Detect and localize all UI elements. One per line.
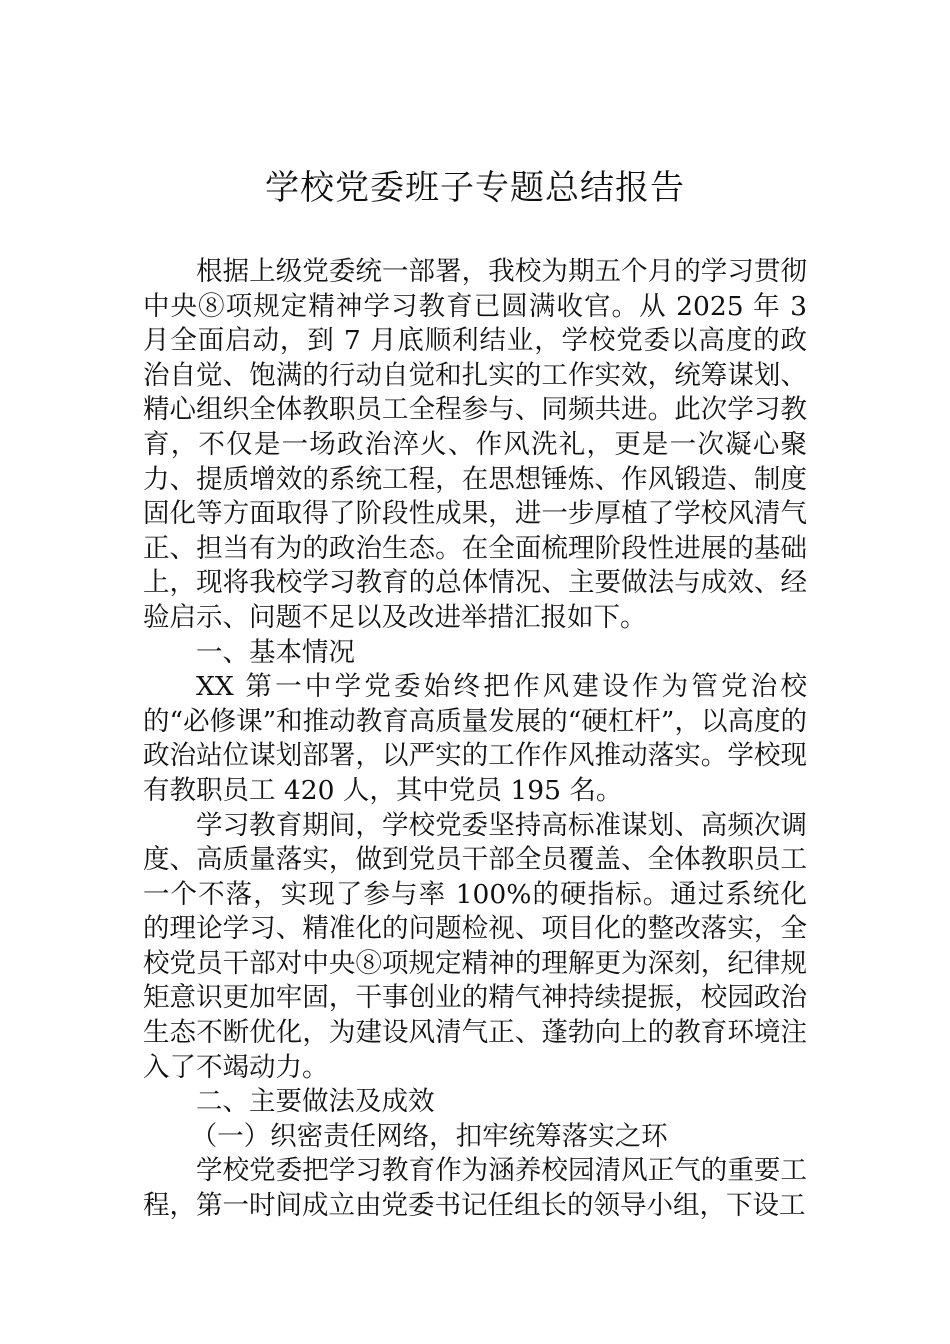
intro-paragraph: 根据上级党委统一部署，我校为期五个月的学习贯彻中央⑧项规定精神学习教育已圆满收官。从 2025 年 3 月全面启动，到 7 月底顺利结业，学校党委以高度的政治自觉、饱满的行动自觉和扎实的工作实效，统筹谋划、精心组织全体教职员工全程参与、同频共进。此次学习教育，不仅是一场政治淬火、作风洗礼，更是一次凝心聚力、提质增效的系统工程，在思想锤炼、作风锻造、制度固化等方面取得了阶段性成果，进一步厚植了学校风清气正、担当有为的政治生态。在全面梳理阶段性进展的基础上，现将我校学习教育的总体情况、主要做法与成效、经验启示、问题不足以及改进举措汇报如下。	[143, 256, 807, 633]
subsection-heading-responsibility: （一）织密责任网络，扣牢统筹落实之环	[190, 1120, 668, 1152]
basic-situation-paragraph: XX 第一中学党委始终把作风建设作为管党治校的“必修课”和推动教育高质量发展的“硬杠杆”，以高度的政治站位谋划部署，以严实的工作作风推动落实。学校现有教职员工 420 人，其中党员 195 名。	[143, 671, 807, 806]
section-heading-main-practices: 二、主要做法及成效	[196, 1086, 435, 1118]
responsibility-paragraph: 学校党委把学习教育作为涵养校园清风正气的重要工程，第一时间成立由党委书记任组长的领导小组，下设工	[143, 1155, 807, 1222]
section-heading-basic-situation: 一、基本情况	[196, 636, 355, 668]
document-title: 学校党委班子专题总结报告	[265, 168, 685, 208]
document-body	[143, 255, 807, 1224]
study-period-paragraph: 学习教育期间，学校党委坚持高标准谋划、高频次调度、高质量落实，做到党员干部全员覆盖、全体教职员工一个不落，实现了参与率 100%的硬指标。通过系统化的理论学习、精准化的问题检视、项目化的整改落实，全校党员干部对中央⑧项规定精神的理解更为深刻，纪律规矩意识更加牢固，干事创业的精气神持续提振，校园政治生态不断优化，为建设风清气正、蓬勃向上的教育环境注入了不竭动力。	[143, 809, 807, 1083]
